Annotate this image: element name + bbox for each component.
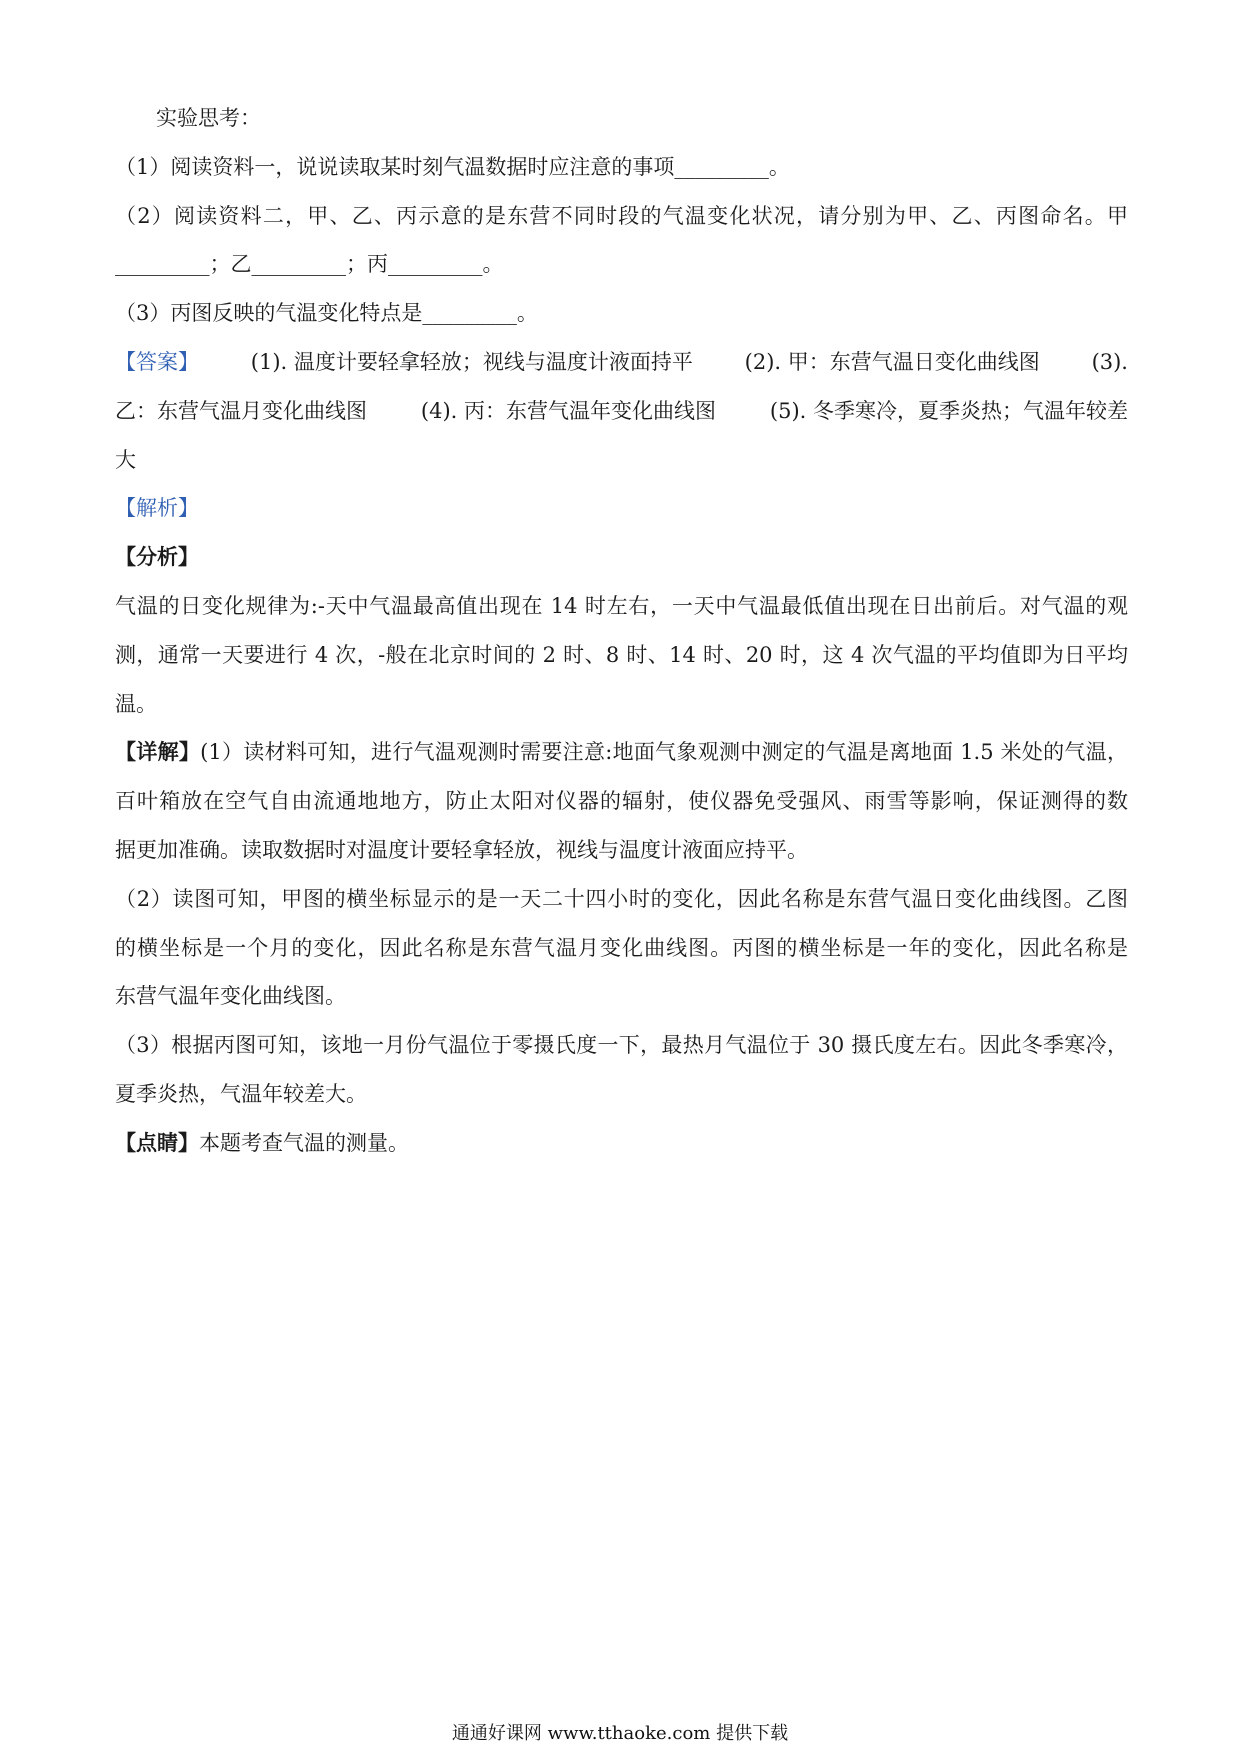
- question-1-line: （1）阅读资料一，说说读取某时刻气温数据时应注意的事项_________。: [115, 154, 790, 179]
- answer-label: 【答案】: [115, 349, 199, 374]
- answer-item-4: (4). 丙：东营气温年变化曲线图: [420, 398, 716, 423]
- analysis-label: 【分析】: [115, 544, 199, 570]
- explanation-label: 【解析】: [115, 496, 199, 521]
- answer-item-3: 乙：东营气温月变化曲线图: [115, 398, 367, 423]
- detail-line: 的横坐标是一个月的变化，因此名称是东营气温月变化曲线图。丙图的横坐标是一年的变化，因此名称是: [115, 935, 1128, 960]
- detail-line: 夏季炎热，气温年较差大。: [115, 1081, 367, 1106]
- comment-line: [115, 1119, 1128, 1168]
- section-title: 实验思考：: [156, 106, 261, 130]
- document-body: [115, 94, 1128, 1168]
- question-2-blanks-line: _________；乙_________；丙_________。: [115, 252, 504, 277]
- answer-line-3: 大: [115, 447, 136, 472]
- question-2-line: （2）阅读资料二，甲、乙、丙示意的是东营不同时段的气温变化状况，请分别为甲、乙、丙图命名。甲: [115, 203, 1128, 228]
- answer-line-1: [115, 338, 1128, 387]
- comment-text: 本题考查气温的测量。: [199, 1130, 409, 1155]
- answer-item-2: (2). 甲：东营气温日变化曲线图: [744, 349, 1040, 374]
- detail-line: 据更加准确。读取数据时对温度计要轻拿轻放，视线与温度计液面应持平。: [115, 837, 808, 862]
- analysis-line: 气温的日变化规律为:-天中气温最高值出现在 14 时左右，一天中气温最低值出现在日出前后。对气温的观: [115, 593, 1128, 618]
- answer-item-5: (5). 冬季寒冷，夏季炎热；气温年较差: [769, 398, 1128, 423]
- answer-line-2: [115, 387, 1128, 436]
- detail-line: （2）读图可知，甲图的横坐标显示的是一天二十四小时的变化，因此名称是东营气温日变化曲线图。乙图: [115, 886, 1128, 911]
- answer-item-1: (1). 温度计要轻拿轻放；视线与温度计液面持平: [250, 349, 693, 374]
- detail-line: 百叶箱放在空气自由流通地地方，防止太阳对仪器的辐射，使仪器免受强风、雨雪等影响，保证测得的数: [115, 789, 1128, 814]
- question-3-line: （3）丙图反映的气温变化特点是_________。: [115, 301, 538, 326]
- analysis-line: 测，通常一天要进行 4 次，-般在北京时间的 2 时、8 时、14 时、20 时，这 4 次气温的平均值即为日平均: [115, 642, 1128, 667]
- detail-label: 【详解】: [115, 739, 201, 765]
- page-footer: 通通好课网 www.tthaoke.com 提供下载: [451, 1723, 789, 1744]
- comment-label: 【点睛】: [115, 1129, 199, 1155]
- detail-line: （3）根据丙图可知，该地一月份气温位于零摄氏度一下，最热月气温位于 30 摄氏度左右。因此冬季寒冷，: [115, 1033, 1128, 1058]
- analysis-line: 温。: [115, 691, 157, 716]
- detail-text: (1）读材料可知，进行气温观测时需要注意:地面气象观测中测定的气温是离地面 1.5 米处的气温，: [200, 740, 1128, 765]
- answer-item-3-number: (3).: [1091, 349, 1128, 374]
- detail-line: 东营气温年变化曲线图。: [115, 984, 346, 1009]
- detail-line: [115, 728, 1128, 777]
